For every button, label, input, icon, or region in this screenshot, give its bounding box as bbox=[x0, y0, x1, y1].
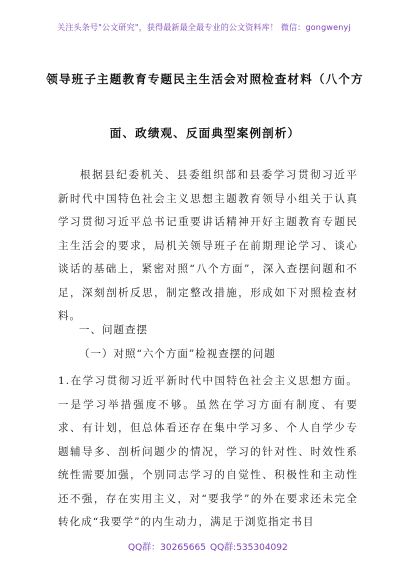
point-1-paragraph: 1.在学习贯彻习近平新时代中国特色社会主义思想方面。一是学习举措强度不够。虽然在学习方面有制度、有要求、有计划，但总体看还存在集中学习多、个人自学少专题辅导多、剖析问题少的情况，学习的针对性、时效性系统性需要加强，个别同志学习的自觉性、积极性和主动性还不强，存在实用主义，对“要我学”的外在要求还未完全转化成“我要学”的内生动力，满足于浏览指定书目 bbox=[58, 375, 358, 528]
document-title-line-2: 面、政绩观、反面典型案例剖析） bbox=[109, 126, 301, 140]
header-promo-note: 关注头条号"公文研究"，获得最新最全最专业的公文资料库！ 微信：gongwenyj bbox=[57, 23, 351, 32]
intro-paragraph: 根据县纪委机关、县委组织部和县委学习贯彻习近平新时代中国特色社会主义思想主题教育领导小组关于认真学习贯彻习近平总书记重要讲话精神开好主题教育专题民主生活会的要求，局机关领导班子在前期理论学习、谈心谈话的基础上，紧密对照“八个方面”，深入查摆问题和不足，深刻剖析反思，制定整改措施，形成如下对照检查材料。 bbox=[58, 169, 358, 322]
footer-qq-group-2: QQ群:535304092 bbox=[210, 543, 288, 553]
subsection-heading: （一）对照“六个方面”检视查摆的问题 bbox=[79, 348, 276, 360]
section-heading: 一、问题查摆 bbox=[79, 324, 148, 336]
document-title-line-1: 领导班子主题教育专题民主生活会对照检查材料（八个方 bbox=[46, 72, 364, 86]
footer-qq-group-1: QQ群：30265665 bbox=[128, 543, 206, 553]
